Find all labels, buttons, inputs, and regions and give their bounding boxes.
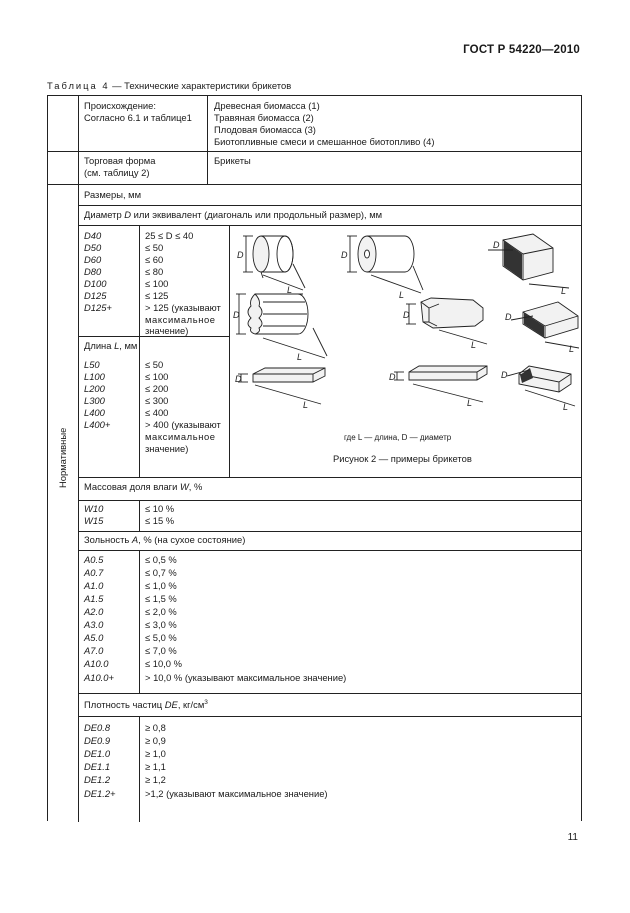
class-code: D50 bbox=[84, 242, 102, 253]
row-divider bbox=[78, 531, 582, 532]
class-code: L400+ bbox=[84, 419, 111, 430]
density-title-sym: DE bbox=[164, 699, 178, 711]
figure-legend: где L — длина, D — диаметр bbox=[344, 433, 452, 442]
class-value: ≤ 10,0 % bbox=[145, 658, 182, 669]
class-note: максимальное bbox=[145, 314, 216, 325]
row-divider bbox=[78, 550, 582, 551]
class-code: A10.0 bbox=[84, 658, 109, 669]
class-code: W15 bbox=[84, 515, 104, 526]
class-value: ≤ 100 bbox=[145, 278, 169, 289]
class-value: ≤ 300 bbox=[145, 395, 169, 406]
row-divider bbox=[78, 205, 582, 206]
class-value: > 125 (указывают bbox=[145, 302, 221, 313]
class-code: DE1.2+ bbox=[84, 788, 116, 799]
figure-label-l: L bbox=[303, 400, 309, 410]
briquette-spec-table bbox=[47, 95, 582, 821]
figure-label-d: D bbox=[389, 372, 396, 382]
moisture-title-pre: Массовая доля влаги bbox=[84, 481, 180, 492]
flat-bar-briquette-shape bbox=[394, 366, 487, 402]
class-code: L50 bbox=[84, 359, 100, 370]
table-caption-prefix: Таблица 4 bbox=[47, 80, 110, 91]
origin-value: Травяная биомасса (2) bbox=[214, 112, 314, 123]
length-title-pre: Длина bbox=[84, 340, 115, 351]
origin-label-2: Согласно 6.1 и таблице1 bbox=[84, 112, 192, 123]
class-value: > 400 (указывают bbox=[145, 419, 221, 430]
class-value: ≤ 50 bbox=[145, 242, 164, 253]
ribbed-cylinder-briquette-shape bbox=[236, 294, 327, 358]
class-value: ≤ 3,0 % bbox=[145, 619, 177, 630]
column-divider bbox=[139, 550, 140, 693]
class-value: ≥ 1,0 bbox=[145, 748, 166, 759]
figure-label-d: D bbox=[235, 374, 242, 384]
class-code: DE0.9 bbox=[84, 735, 111, 746]
class-code: D80 bbox=[84, 266, 102, 277]
row-divider bbox=[78, 225, 582, 226]
class-value: ≤ 200 bbox=[145, 383, 169, 394]
class-code: D100 bbox=[84, 278, 107, 289]
class-value: ≤ 125 bbox=[145, 290, 169, 301]
figure-label-d: D bbox=[233, 310, 240, 320]
class-value: ≤ 1,0 % bbox=[145, 580, 177, 591]
class-value: ≤ 80 bbox=[145, 266, 164, 277]
origin-label-1: Происхождение: bbox=[84, 100, 156, 111]
origin-value: Древесная биомасса (1) bbox=[214, 100, 320, 111]
row-divider bbox=[78, 477, 582, 478]
page-number: 11 bbox=[567, 832, 578, 843]
class-code: A1.0 bbox=[84, 580, 104, 591]
figure-label-l: L bbox=[287, 285, 293, 295]
class-code: D125+ bbox=[84, 302, 112, 313]
row-divider bbox=[78, 500, 582, 501]
class-value: 25 ≤ D ≤ 40 bbox=[145, 230, 194, 241]
class-value: ≤ 0,5 % bbox=[145, 554, 177, 565]
column-divider bbox=[139, 225, 140, 477]
standard-number: ГОСТ Р 54220—2010 bbox=[463, 44, 580, 56]
class-code: A3.0 bbox=[84, 619, 104, 630]
class-code: DE1.1 bbox=[84, 761, 111, 772]
class-code: A10.0+ bbox=[84, 672, 114, 683]
density-title-post: , кг/см bbox=[177, 699, 205, 711]
class-code: A0.5 bbox=[84, 554, 104, 565]
trade-form-value: Брикеты bbox=[214, 155, 251, 166]
class-note: максимальное bbox=[145, 431, 216, 442]
row-divider bbox=[48, 151, 582, 152]
class-note: значение) bbox=[145, 325, 189, 336]
row-divider bbox=[78, 716, 582, 717]
length-title bbox=[84, 340, 137, 353]
class-value: ≤ 1,5 % bbox=[145, 593, 177, 604]
moisture-title-post: , % bbox=[188, 481, 203, 492]
class-code: L300 bbox=[84, 395, 105, 406]
class-value: ≤ 2,0 % bbox=[145, 606, 177, 617]
figure-label-d: D bbox=[237, 250, 244, 260]
ash-title-pre: Зольность bbox=[84, 534, 132, 545]
octagonal-briquette-shape bbox=[406, 298, 487, 344]
length-title-sym: L bbox=[114, 340, 120, 351]
figure-label-l: L bbox=[569, 344, 575, 354]
origin-value: Плодовая биомасса (3) bbox=[214, 124, 316, 135]
class-value: >1,2 (указывают максимальное значение) bbox=[145, 788, 328, 799]
class-value: ≤ 50 bbox=[145, 359, 164, 370]
class-code: A2.0 bbox=[84, 606, 104, 617]
long-block-briquette-shape bbox=[511, 302, 579, 348]
dimensions-title: Размеры, мм bbox=[84, 189, 142, 200]
figure-caption: Рисунок 2 — примеры брикетов bbox=[333, 453, 472, 464]
class-code: DE1.2 bbox=[84, 774, 111, 785]
class-code: L200 bbox=[84, 383, 105, 394]
figure-label-l: L bbox=[399, 290, 405, 300]
class-code: D40 bbox=[84, 230, 102, 241]
class-value: ≤ 10 % bbox=[145, 503, 175, 514]
length-title-post: , мм bbox=[119, 340, 138, 351]
column-divider bbox=[139, 500, 140, 531]
class-value: ≥ 0,9 bbox=[145, 735, 166, 746]
class-value: ≤ 60 bbox=[145, 254, 164, 265]
figure-label-d: D bbox=[403, 310, 410, 320]
figure-label-d: D bbox=[493, 240, 500, 250]
row-divider bbox=[78, 693, 582, 694]
flat-bar-briquette-shape bbox=[238, 368, 325, 404]
class-code: DE0.8 bbox=[84, 722, 111, 733]
class-code: A1.5 bbox=[84, 593, 104, 604]
diameter-title-sym: D bbox=[124, 209, 132, 220]
class-value: ≥ 0,8 bbox=[145, 722, 166, 733]
origin-value: Биотопливные смеси и смешанное биотопливо (4) bbox=[214, 136, 435, 147]
cylinder-briquette-shape bbox=[243, 236, 305, 290]
figure-label-l: L bbox=[471, 340, 477, 350]
column-divider bbox=[78, 96, 79, 822]
class-code: A5.0 bbox=[84, 632, 104, 643]
normative-label: Нормативные bbox=[57, 427, 68, 488]
class-code: L400 bbox=[84, 407, 105, 418]
class-code: A7.0 bbox=[84, 645, 104, 656]
density-title-pre: Плотность частиц bbox=[84, 699, 165, 711]
figure-label-l: L bbox=[297, 352, 303, 362]
column-divider bbox=[139, 716, 140, 822]
figure-label-d: D bbox=[505, 312, 512, 322]
class-code: A0.7 bbox=[84, 567, 104, 578]
flat-block-briquette-shape bbox=[507, 366, 575, 406]
figure-label-l: L bbox=[563, 402, 569, 412]
class-code: L100 bbox=[84, 371, 105, 382]
class-code: W10 bbox=[84, 503, 104, 514]
moisture-title bbox=[84, 481, 202, 494]
class-value: ≤ 0,7 % bbox=[145, 567, 177, 578]
row-divider bbox=[48, 184, 582, 185]
block-briquette-shape bbox=[488, 234, 569, 288]
ash-title bbox=[84, 534, 245, 547]
class-value: ≥ 1,1 bbox=[145, 761, 166, 772]
class-value: ≤ 400 bbox=[145, 407, 169, 418]
class-code: D125 bbox=[84, 290, 107, 301]
class-code: D60 bbox=[84, 254, 102, 265]
figure-label-l: L bbox=[467, 398, 473, 408]
ash-title-sym: A bbox=[131, 534, 139, 545]
ash-title-post: , % (на сухое состояние) bbox=[138, 534, 246, 545]
moisture-title-sym: W bbox=[179, 481, 189, 492]
density-title bbox=[84, 697, 208, 712]
column-divider bbox=[207, 96, 208, 184]
table-caption bbox=[47, 80, 291, 91]
class-value: ≤ 5,0 % bbox=[145, 632, 177, 643]
class-value: ≤ 7,0 % bbox=[145, 645, 177, 656]
figure-label-d: D bbox=[501, 370, 508, 380]
density-title-sup: 3 bbox=[204, 699, 208, 706]
class-value: ≤ 100 bbox=[145, 371, 169, 382]
diameter-title bbox=[84, 209, 382, 222]
hollow-cylinder-briquette-shape bbox=[347, 236, 423, 293]
class-value: ≤ 15 % bbox=[145, 515, 175, 526]
class-value: > 10,0 % (указывают максимальное значение) bbox=[145, 672, 347, 683]
diameter-title-pre: Диаметр bbox=[84, 209, 125, 220]
trade-form-label-1: Торговая форма bbox=[84, 155, 156, 166]
column-divider bbox=[229, 225, 230, 477]
trade-form-label-2: (см. таблицу 2) bbox=[84, 167, 150, 178]
diameter-title-post: или эквивалент (диагональ или продольный размер), мм bbox=[131, 209, 383, 220]
class-code: DE1.0 bbox=[84, 748, 111, 759]
class-value: ≥ 1,2 bbox=[145, 774, 166, 785]
class-note: значение) bbox=[145, 443, 189, 454]
figure-label-d: D bbox=[341, 250, 348, 260]
table-caption-title: — Технические характеристики брикетов bbox=[109, 80, 292, 91]
figure-label-l: L bbox=[561, 286, 567, 296]
